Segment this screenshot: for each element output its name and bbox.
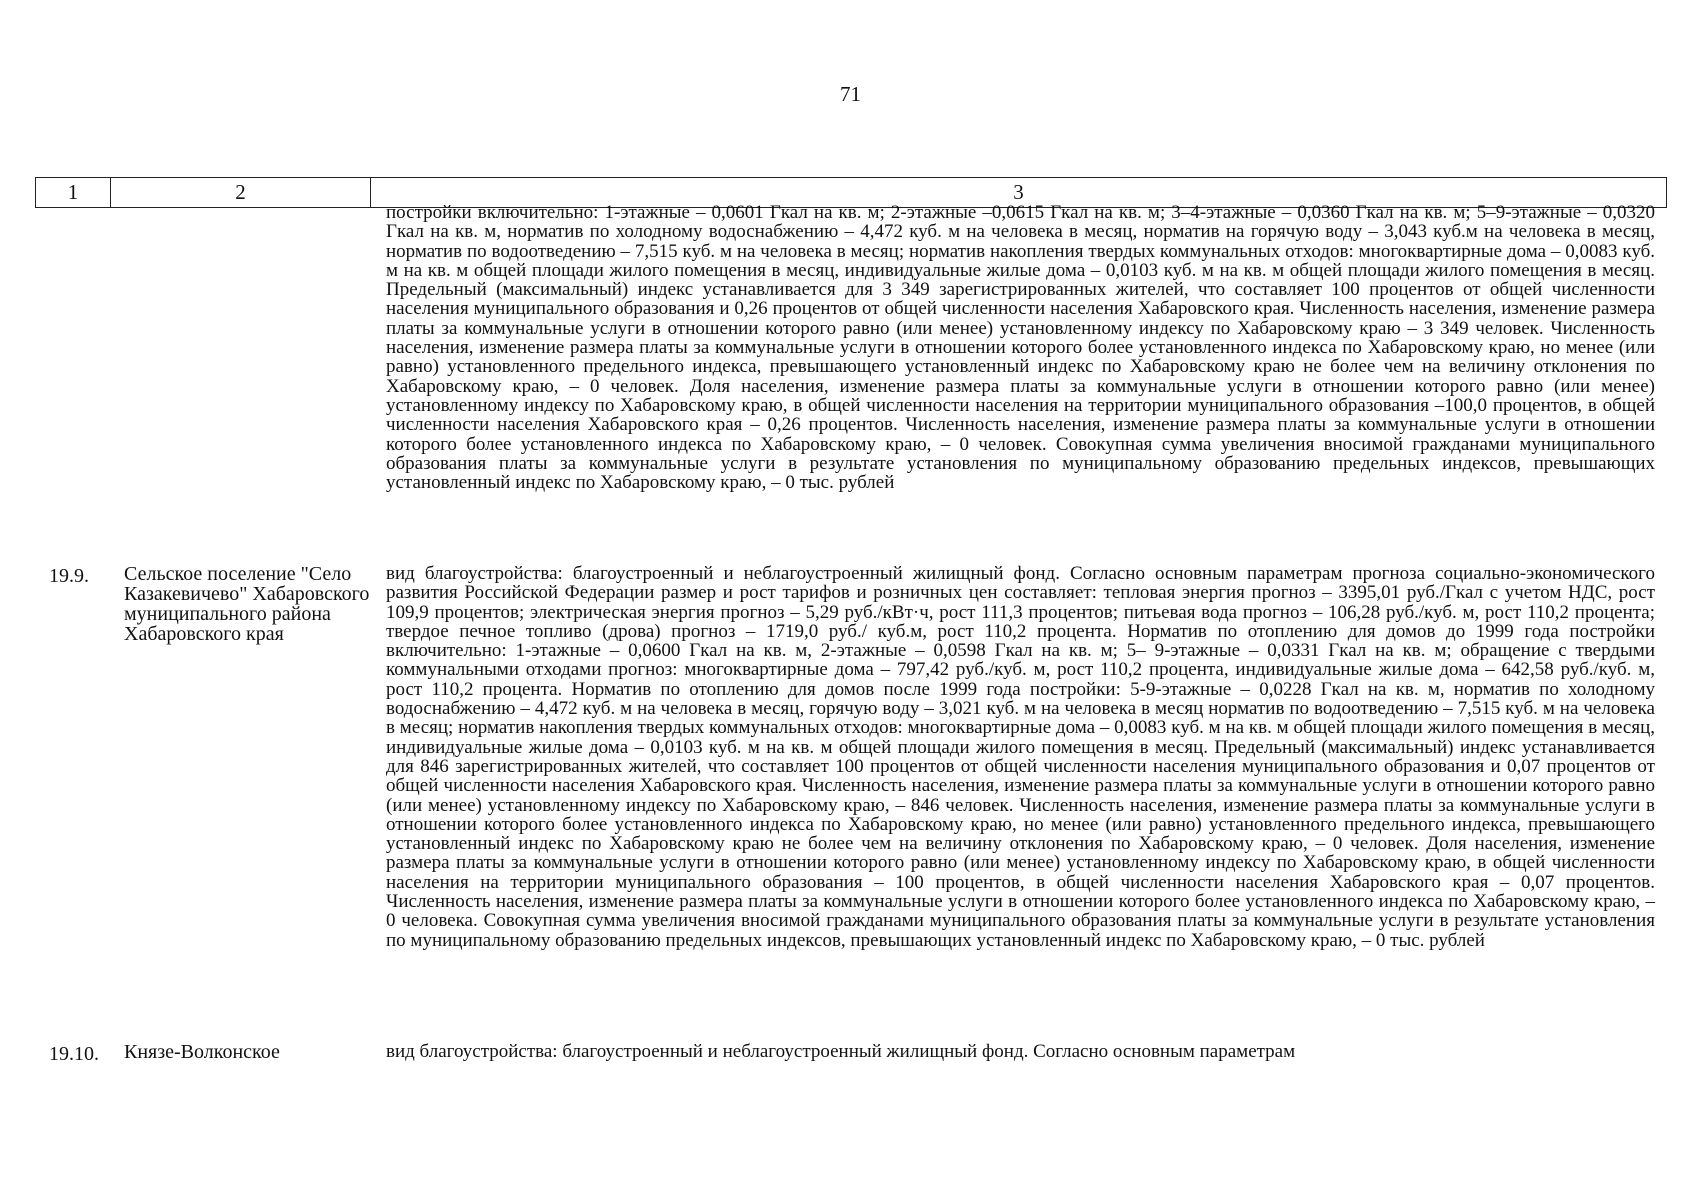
- municipality-name: [110, 203, 370, 492]
- row-description: вид благоустройства: благоустроенный и неблагоустроенный жилищный фонд. Согласно основным параметрам: [386, 1041, 1296, 1062]
- header-col-1: 1: [36, 178, 111, 207]
- table-row: [35, 564, 1667, 950]
- table-row: [35, 1042, 1667, 1066]
- row-description: вид благоустройства: благоустроенный и неблагоустроенный жилищный фонд. Согласно основным параметрам прогноза социально-экономического развития Российской Федерации размер и рост тарифов и розничных цен составляет: тепловая энергия прогноз – 3395,01 руб./Гкал с учетом НДС, рост 109,9 процентов; электрическая энергия прогноз – 5,29 руб./кВт·ч, рост 111,3 процентов; питьевая вода прогноз – 106,28 руб./куб. м, рост 110,2 процента; твердое печное топливо (дрова) прогноз – 1719,0 руб./ куб.м, рост 110,2 процента. Норматив по отоплению для домов до 1999 года постройки включительно: 1-этажные – 0,0600 Гкал на кв. м, 2-этажные – 0,0598 Гкал на кв. м; 5– 9-этажные – 0,0331 Гкал на кв. м; обращение с твердыми коммунальными отходами прогноз: многоквартирные дома – 797,42 руб./куб. м, рост 110,2 процента, индивидуальные жилые дома – 642,58 руб./куб. м, рост 110,2 процента. Норматив по отоплению для домов после 1999 года постройки: 5-9-этажные – 0,0228 Гкал на кв. м, норматив по холодному водоснабжению – 4,472 куб. м на человека в месяц, горячую воду – 3,021 куб. м на человека в месяц норматив по водоотведению – 7,515 куб. м на человека в месяц; норматив накопления твердых коммунальных отходов: многоквартирные дома – 0,0083 куб. м на кв. м общей площади жилого помещения в месяц, индивидуальные жилые дома – 0,0103 куб. м на кв. м общей площади жилого помещения в месяц. Предельный (максимальный) индекс устанавливается для 846 зарегистрированных жителей, что составляет 100 процентов от общей численности населения муниципального образования и 0,07 процентов от общей численности населения Хабаровского края. Численность населения, изменение размера платы за коммунальные услуги в отношении которого равно (или менее) установленному индексу по Хабаровскому краю, – 846 человек. Численность населения, изменение размера платы за коммунальные услуги в отношении которого более установленного индекса по Хабаровскому краю, но менее (или равно) установленного предельного индекса, превышающего установленный индекс по Хабаровскому краю не более чем на величину отклонения по Хабаровскому краю, – 0 человек. Доля населения, изменение размера платы за коммунальные услуги в отношении которого равно (или менее) установленному индексу по Хабаровскому краю, в общей численности населения на территории муниципального образования – 100 процентов, в общей численности населения Хабаровского края – 0,07 процентов. Численность населения, изменение размера платы за коммунальные услуги в отношении которого более установленного индекса по Хабаровскому краю, – 0 человека. Совокупная сумма увеличения вносимой гражданами муниципального образования платы за коммунальные услуги в результате установления по муниципальному образованию предельных индексов, превышающих установленный индекс по Хабаровскому краю, – 0 тыс. рублей: [386, 563, 1655, 951]
- row-description: постройки включительно: 1-этажные – 0,0601 Гкал на кв. м; 2-этажные –0,0615 Гкал на кв. м; 3–4-этажные – 0,0360 Гкал на кв. м; 5–9-этажные – 0,0320 Гкал на кв. м, норматив по холодному водоснабжению – 4,472 куб. м на человека в месяц, норматив на горячую воду – 3,043 куб.м на человека в месяц, норматив по водоотведению – 7,515 куб. м на человека в месяц; норматив накопления твердых коммунальных отходов: многоквартирные дома – 0,0083 куб. м на кв. м общей площади жилого помещения в месяц, индивидуальные жилые дома – 0,0103 куб. м на кв. м общей площади жилого помещения в месяц. Предельный (максимальный) индекс устанавливается для 3 349 зарегистрированных жителей, что составляет 100 процентов от общей численности населения муниципального образования и 0,26 процентов от общей численности населения Хабаровского края. Численность населения, изменение размера платы за коммунальные услуги в отношении которого равно (или менее) установленному индексу по Хабаровскому краю – 3 349 человек. Численность населения, изменение размера платы за коммунальные услуги в отношении которого более установленного индекса по Хабаровскому краю, но менее (или равно) установленного предельного индекса, превышающего установленный индекс по Хабаровскому краю не более чем на величину отклонения по Хабаровскому краю, – 0 человек. Доля населения, изменение размера платы за коммунальные услуги в отношении которого равно (или менее) установленному индексу по Хабаровскому краю, в общей численности населения на территории муниципального образования –100,0 процентов, в общей численности населения Хабаровского края – 0,26 процентов. Численность населения, изменение размера платы за коммунальные услуги в отношении которого более установленного индекса по Хабаровскому краю, – 0 человек. Совокупная сумма увеличения вносимой гражданами муниципального образования платы за коммунальные услуги в результате установления по муниципальному образованию предельных индексов, превышающих установленный индекс по Хабаровскому краю, – 0 тыс. рублей: [386, 202, 1655, 494]
- header-col-2: 2: [111, 178, 371, 207]
- row-number: [35, 203, 110, 492]
- municipality-name: Князе-Волконское: [124, 1041, 280, 1063]
- municipality-name: Сельское поселение "Село Казакевичево" Хабаровского муниципального района Хабаровского края: [124, 563, 370, 645]
- row-number: 19.10.: [49, 1043, 99, 1065]
- page-number: 71: [840, 82, 861, 106]
- header-col-3: 3: [1013, 180, 1024, 204]
- row-number: 19.9.: [49, 565, 89, 587]
- table-row: [35, 203, 1667, 492]
